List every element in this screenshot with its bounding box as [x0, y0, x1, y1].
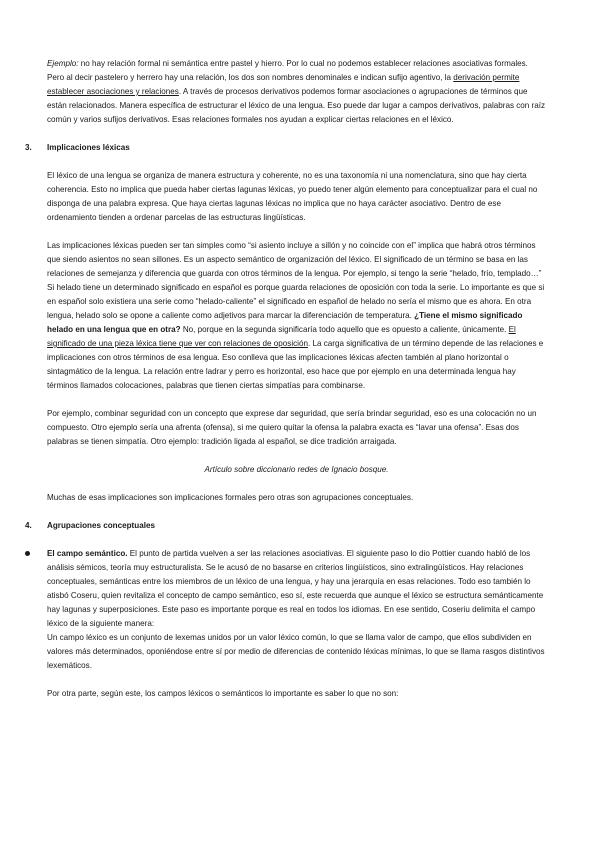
paragraph-final: Por otra parte, según este, los campos léxicos o semánticos lo importante es saber lo que no son: [47, 689, 399, 698]
article-reference: Artículo sobre diccionario redes de Ignacio bosque. [204, 465, 389, 474]
impl-text-1: Las implicaciones léxicas pueden ser tan simples como “si asiento incluye a sillón y no coincide con el” implica que habrá otros términos que siendo asientos no sean sillones. Es un aspecto semántico de organización del léxico. El significado de un término se basa en las relaciones de semejanza y diferencia que guarda con otros términos de la lengua. Por ejemplo, si tengo la serie “helado, frío, templado…” Si helado tiene un determinado significado en español es porque guarda relaciones de oposición con toda la serie. Lo importante es que si en español solo existiera una serie como “helado-caliente” el significado en español de helado no sería el mismo que es ahora. En otra lengua, helado solo se opone a caliente como adjetivos para marcar la diferenciación de temperatura. [47, 241, 545, 320]
paragraph-colocaciones: Por ejemplo, combinar seguridad con un concepto que exprese dar seguridad, que sería brindar seguridad, eso es una colocación no un compuesto. Otro ejemplo sería una afrenta (ofensa), si me quiero quitar la ofensa la palabra exacta es “lavar una ofensa”. Esas dos palabras se tienen simpatía. Otro ejemplo: tradición ligada al español, se dice tradición arraigada. [47, 409, 537, 446]
paragraph-implicaciones [47, 239, 546, 393]
impl-text-3: . La carga significativa de un término depende de las relaciones e implicaciones con otros términos de esa lengua. Eso conlleva que las implicaciones léxicas afecten también al plano horizontal o sintagmático de la lengua. La relación entre ladrar y perro es horizontal, eso hace que por ejemplo en una determinada lengua hay términos llamados colocaciones, palabras que tienen ciertas simpatías para combinarse. [47, 339, 544, 390]
underlined-derivation: derivación permite establecer asociaciones y relaciones [47, 73, 520, 96]
bullet-title: El campo semántico. [47, 549, 128, 558]
heading-title: Agrupaciones conceptuales [47, 521, 155, 530]
paragraph-example [47, 57, 546, 127]
bullet-definition: Un campo léxico es un conjunto de lexemas unidos por un valor léxico común, lo que se llama valor de campo, que ellos subdividen en valores más determinados, oponiéndose entre sí por medio de diferencias de contenido léxicas mínimas, lo que se llama rasgos distintivos lexemáticos. [47, 633, 545, 670]
heading-number: 3. [25, 143, 32, 152]
example-text-1: no hay relación formal ni semántica entre pastel y hierro. Por lo cual no podemos establecer relaciones asociativas formales. Pero al decir pastelero y herrero hay una relación, los dos son nombres denominales e indican sufijo agentivo, la [47, 59, 528, 82]
bullet-text: El punto de partida vuelven a ser las relaciones asociativas. El siguiente paso lo dio Pottier cuando habló de los análisis sémicos, teoría muy estructuralista. Se le acusó de no basarse en criterios lingüísticos, sino extralingüísticos. Hay relaciones conceptuales, semánticas entre los miembros de un léxico de una lengua, y hay una jerarquía en esas relaciones. Todo eso también lo atisbó Coseru, quien revitaliza el concepto de campo semántico, eso sí, este recuerda que aunque el léxico se estructura semánticamente hay lagunas y superposiciones. Este paso es importante porque es real en todos los idiomas. En ese sentido, Coseriu delimita el campo léxico de la siguiente manera: [47, 549, 544, 628]
heading-number: 4. [25, 521, 32, 530]
bullet-campo-semantico [47, 547, 546, 673]
heading-implicaciones [25, 141, 546, 155]
heading-agrupaciones [25, 519, 546, 533]
impl-text-2: No, porque en la segunda significaría todo aquello que es opuesto a caliente, únicamente. [180, 325, 509, 334]
paragraph-agrupaciones-intro: Muchas de esas implicaciones son implicaciones formales pero otras son agrupaciones conceptuales. [47, 493, 414, 502]
bullet-dot-icon [25, 551, 30, 556]
example-text-2: . A través de procesos derivativos podemos formar asociaciones o agrupaciones de términos que están relacionados. Manera específica de estructurar el léxico de una lengua. Eso puede dar lugar a campos derivativos, palabras con raíz común y varios sufijos derivativos. Esas relaciones formales nos ayudan a explicar ciertas relaciones en el léxico. [47, 87, 546, 124]
paragraph-lexico: El léxico de una lengua se organiza de manera estructura y coherente, no es una taxonomía ni una nomenclatura, sino que hay cierta coherencia. Esto no implica que pueda haber ciertas lagunas léxicas, yo puedo tener algún elemento para conceptualizar para el cual no disponga de una palabra expresa. Que haya ciertas lagunas léxicas no implica que no haya carácter asociativo. Dentro de ese ordenamiento tienden a ordenar parcelas de las estructuras lingüísticas. [47, 171, 538, 222]
impl-question: ¿Tiene el mismo significado helado en una lengua que en otra? [47, 311, 523, 334]
underlined-oposicion: El significado de una pieza léxica tiene que ver con relaciones de oposición [47, 325, 516, 348]
example-label: Ejemplo: [47, 59, 79, 68]
heading-title: Implicaciones léxicas [47, 143, 130, 152]
